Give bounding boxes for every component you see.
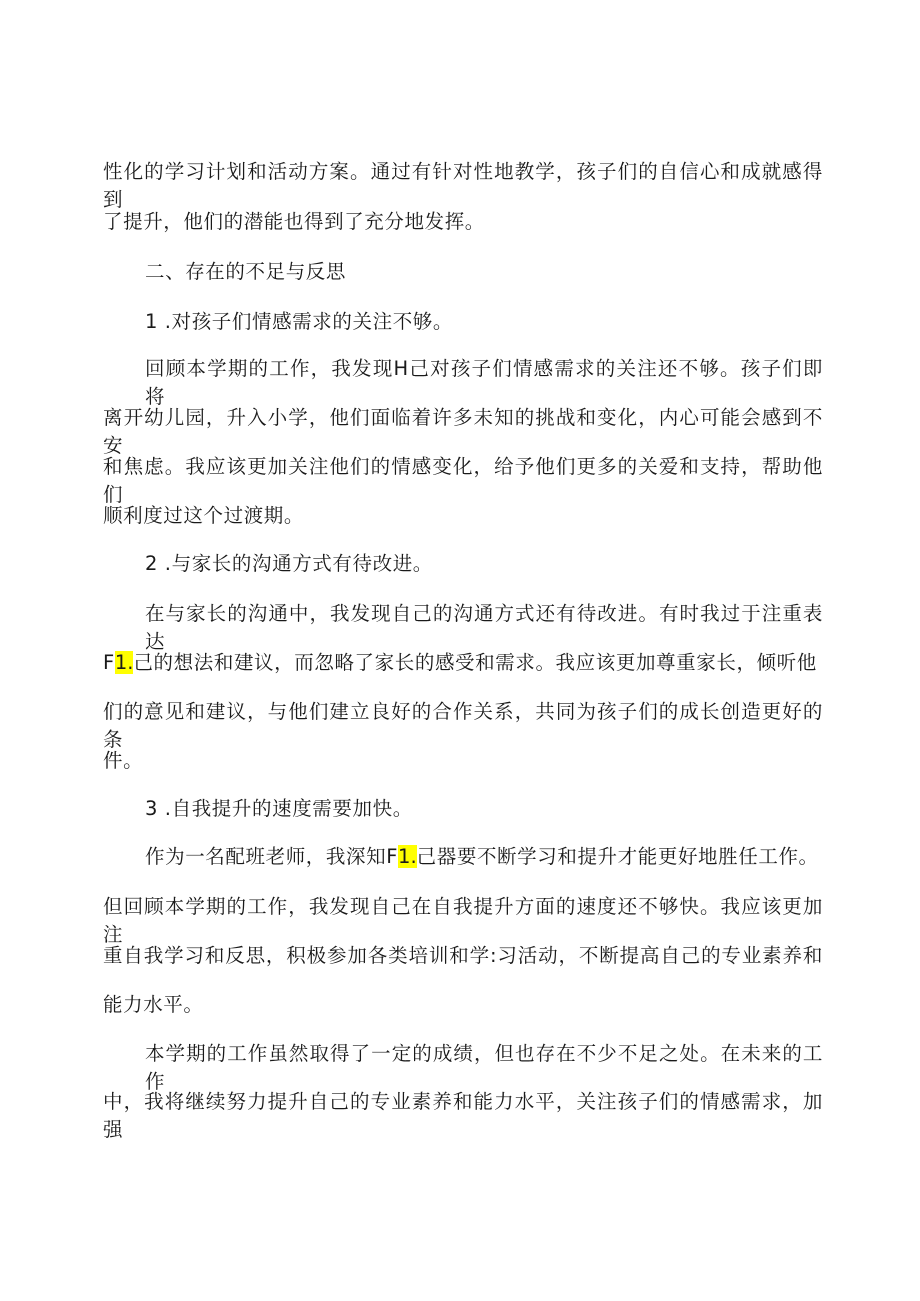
list-item-heading: 3 .自我提升的速度需要加快。 — [145, 797, 413, 820]
list-item-heading: 2 .与家长的沟通方式有待改进。 — [145, 552, 433, 575]
paragraph-line: 但回顾本学期的工作，我发现自己在自我提升方面的速度还不够快。我应该更加注 — [103, 895, 823, 946]
line-text-before: F — [103, 651, 115, 674]
paragraph-line: 顺利度过这个过渡期。 — [103, 504, 305, 527]
paragraph-line: 在与家长的沟通中，我发现自己的沟通方式还有待改进。有时我过于注重表达 — [145, 602, 823, 653]
paragraph-line: 能力水平。 — [103, 993, 204, 1016]
section-heading: 二、存在的不足与反思 — [145, 260, 347, 283]
paragraph-line — [145, 843, 865, 871]
paragraph-line: 本学期的工作虽然取得了一定的成绩，但也存在不少不足之处。在未来的工作 — [145, 1042, 823, 1093]
paragraph-line: 性化的学习计划和活动方案。通过有针对性地教学，孩子们的自信心和成就感得到 — [103, 160, 823, 211]
highlight-mark: 1. — [114, 651, 134, 674]
paragraph-line: 重自我学习和反思，积极参加各类培训和学:习活动，不断提高自己的专业素养和 — [103, 944, 823, 967]
paragraph-line: 和焦虑。我应该更加关注他们的情感变化，给予他们更多的关爱和支持，帮助他们 — [103, 455, 823, 506]
line-text-before: 作为一名配班老师，我深知F — [145, 845, 399, 868]
paragraph-line — [103, 649, 823, 677]
paragraph-line: 回顾本学期的工作，我发现H己对孩子们情感需求的关注还不够。孩子们即将 — [145, 357, 823, 408]
paragraph-line: 件。 — [103, 749, 144, 772]
paragraph-line: 们的意见和建议，与他们建立良好的合作关系，共同为孩子们的成长创造更好的条 — [103, 700, 823, 751]
line-text-after: 己器要不断学习和提升才能更好地胜任工作。 — [416, 845, 819, 868]
highlight-mark: 1. — [398, 845, 417, 868]
paragraph-line: 中，我将继续努力提升自己的专业素养和能力水平，关注孩子们的情感需求，加强 — [103, 1090, 823, 1141]
list-item-heading: 1 .对孩子们情感需求的关注不够。 — [145, 310, 454, 333]
line-text-after: 己的想法和建议，而忽略了家长的感受和需求。我应该更加尊重家长，倾听他 — [133, 651, 817, 674]
paragraph-line: 离开幼儿园，升入小学，他们面临着许多未知的挑战和变化，内心可能会感到不安 — [103, 406, 823, 457]
paragraph-line: 了提升，他们的潜能也得到了充分地发挥。 — [103, 210, 485, 233]
